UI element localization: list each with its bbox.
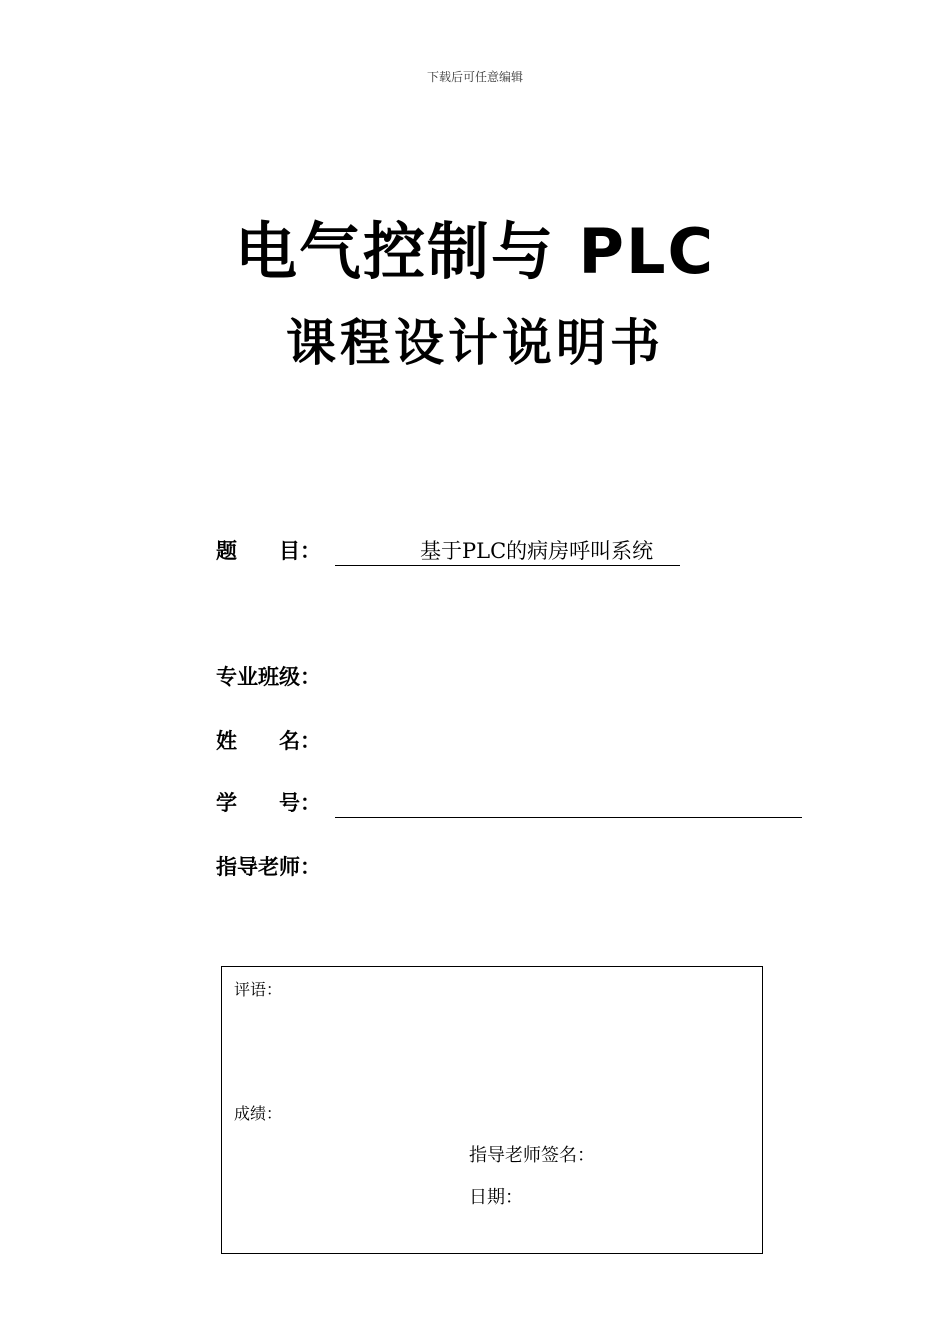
student-id-underline: [335, 788, 802, 818]
advisor-field: [216, 852, 334, 882]
evaluation-box: [221, 966, 763, 1254]
topic-field: [216, 536, 654, 566]
signature-label: 指导老师签名：: [469, 1145, 595, 1166]
advisor-label: 指导老师：: [216, 855, 321, 879]
comment-label: 评语：: [234, 980, 283, 999]
student-id-field: [216, 788, 334, 818]
major-class-field: [216, 662, 334, 692]
topic-label: 题 目：: [216, 539, 321, 563]
student-id-label: 学 号：: [216, 791, 321, 815]
document-title: 电气控制与 PLC: [234, 215, 716, 288]
major-class-label: 专业班级：: [216, 665, 321, 689]
grade-label: 成绩：: [234, 1104, 283, 1123]
name-label: 姓 名：: [216, 729, 321, 753]
name-field: [216, 726, 334, 756]
document-subtitle: 课程设计说明书: [286, 314, 664, 372]
date-label: 日期：: [469, 1187, 523, 1208]
topic-value: 基于PLC的病房呼叫系统: [420, 539, 654, 563]
header-note: 下载后可任意编辑: [426, 70, 523, 84]
